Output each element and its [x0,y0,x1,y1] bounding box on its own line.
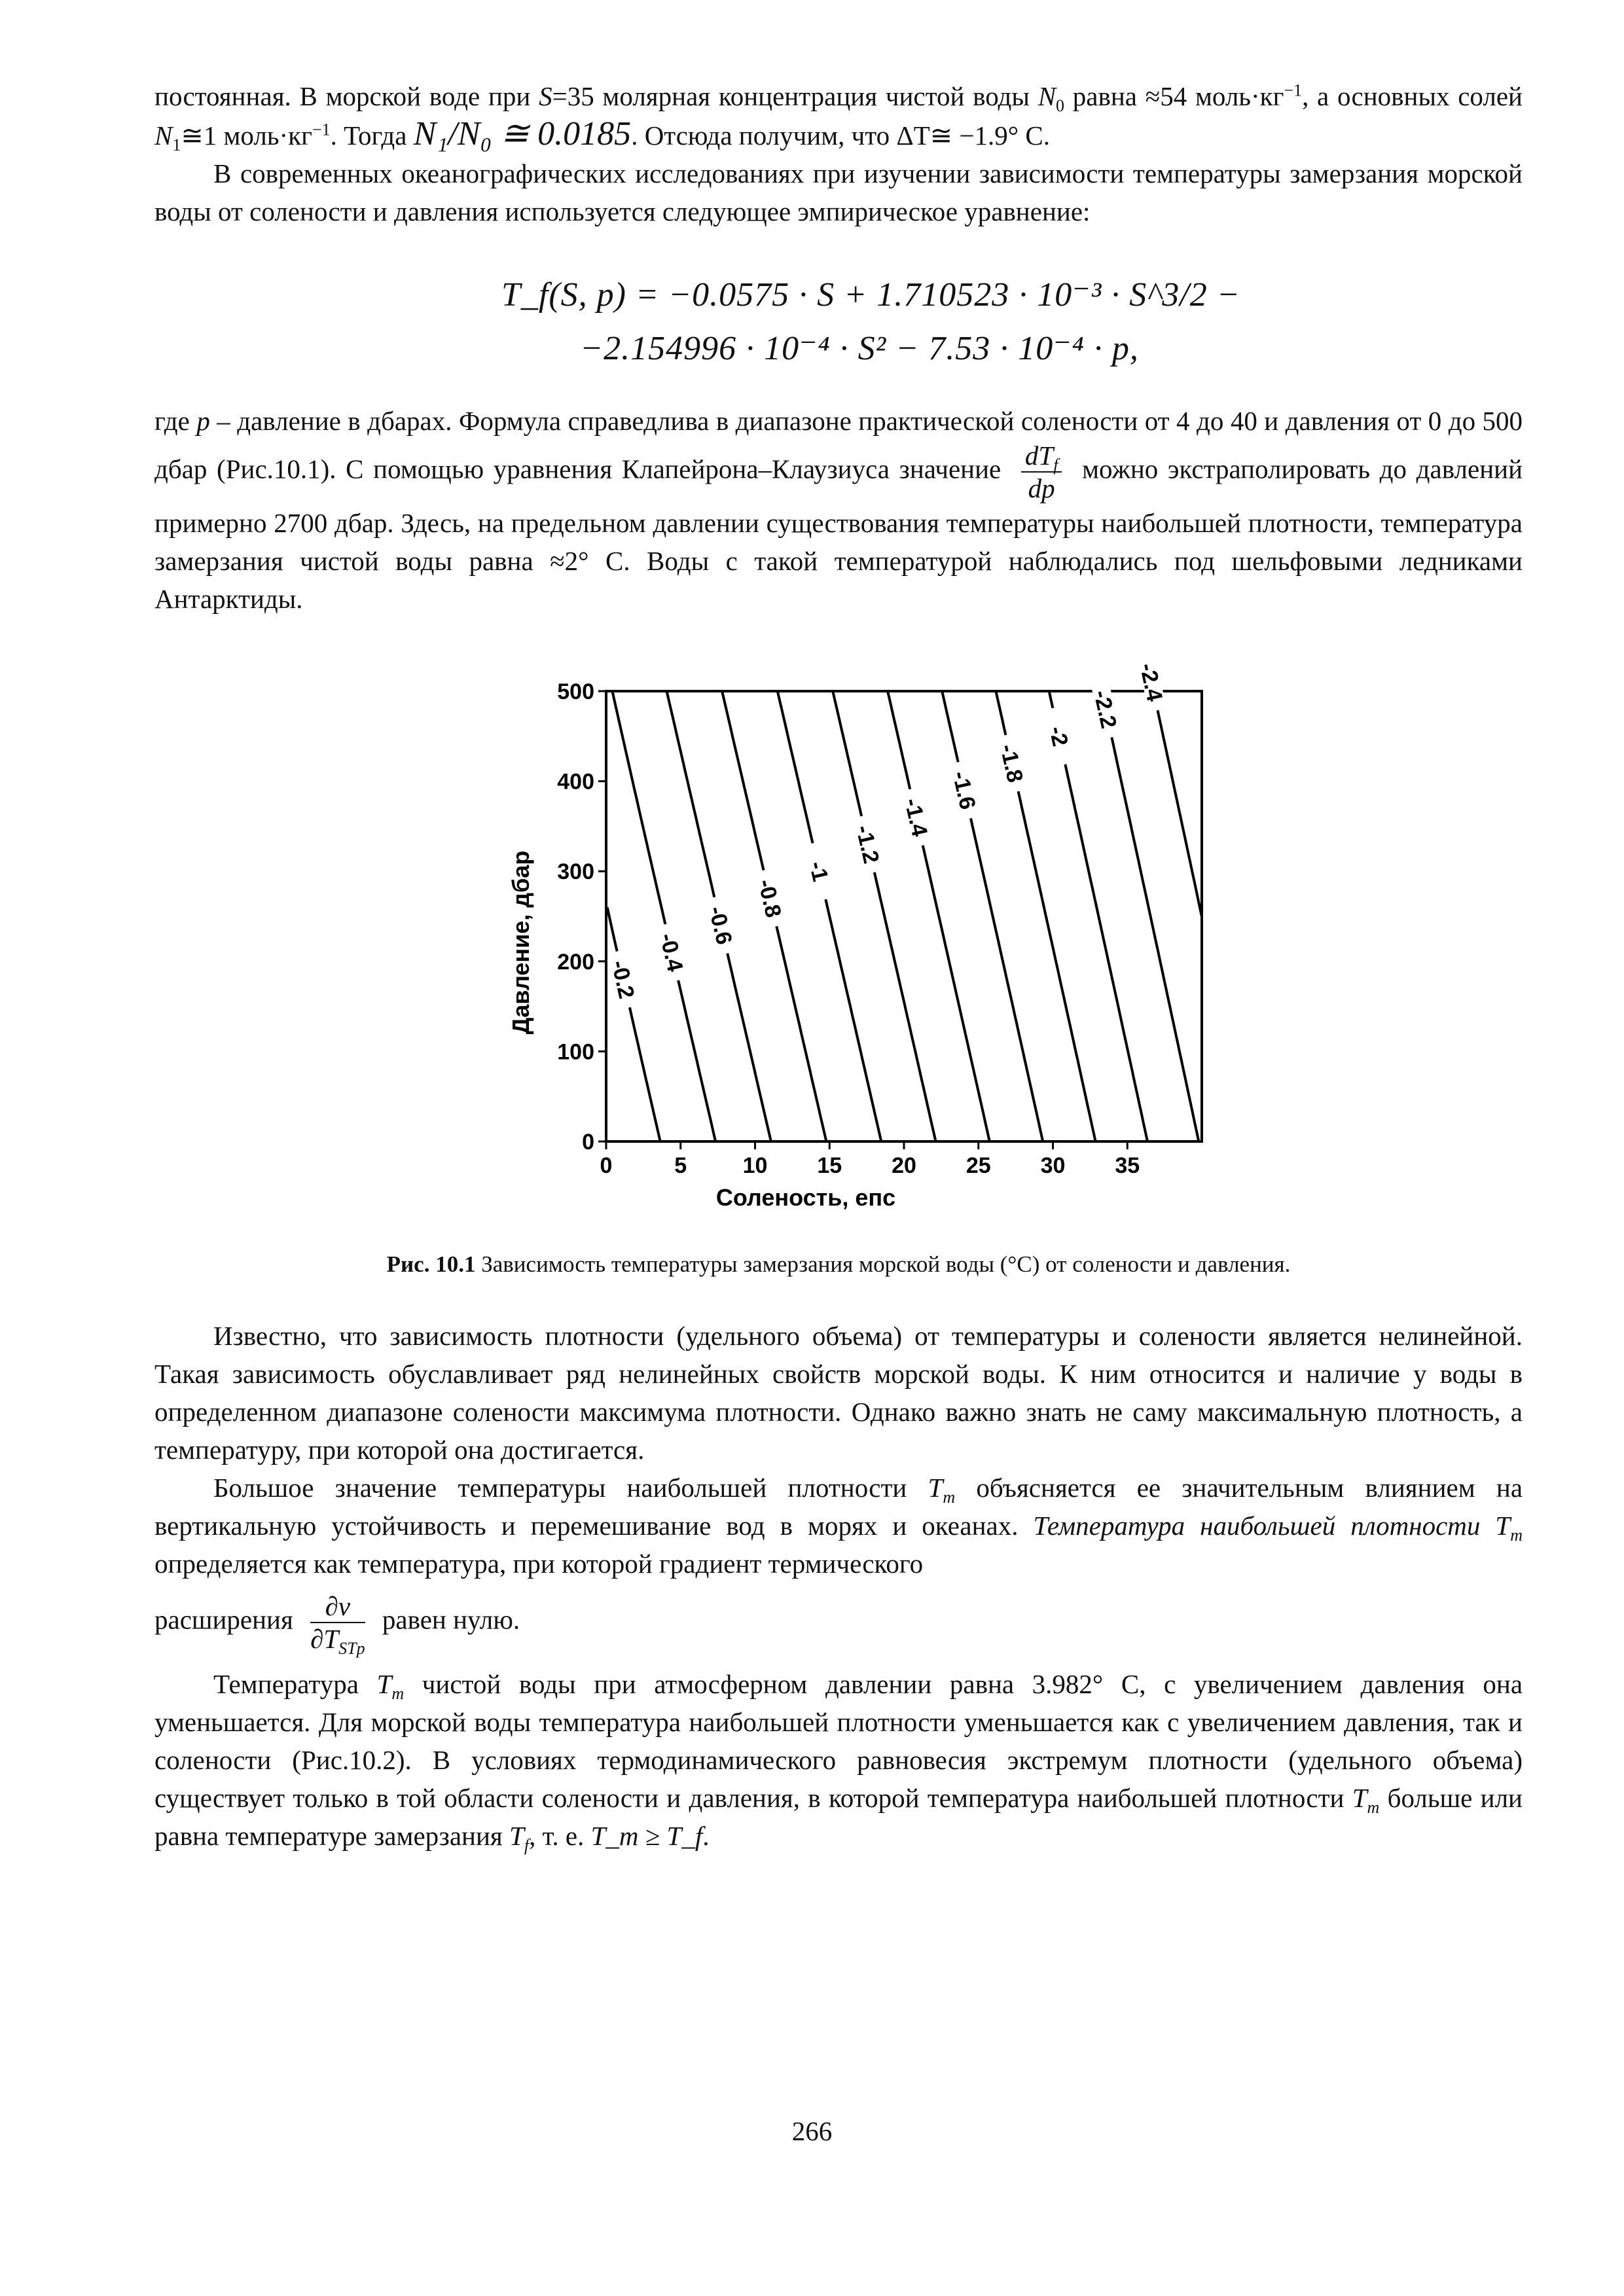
contour-label: -2.2 [1089,688,1121,731]
y-tick-label: 200 [557,949,594,975]
y-tick-label: 100 [557,1039,594,1065]
text: , т. е. [529,1821,585,1851]
x-tick-label: 15 [817,1153,842,1178]
contour-label: -2 [1044,724,1073,749]
text: равен нулю. [382,1604,520,1635]
text: чистой воды при атмосферном давлении равна 3.982° С, с увеличением давления она уменьшается. Для морской воды температура наибольшей плотности уменьшается как с увеличением давления, так и солености (Рис.10.2). В условиях термодинамического равновесия экстремум плотности (удельного объема) существует только в той области солености и давления, в которой температура наибольшей плотности [154,1669,1523,1813]
contour-label: -0.6 [704,904,737,947]
x-tick-label: 35 [1115,1153,1140,1178]
y-axis-title: Давление, дбар [507,850,534,1035]
caption-label: Рис. 10.1 [386,1251,476,1277]
subscript: m [391,1684,405,1704]
frac-sub: f [1053,456,1058,475]
contour-chart [154,644,1523,1233]
term-emphasis: Температура наибольшей плотности [1033,1511,1481,1541]
contour-line [613,691,716,1141]
contour-label: -2.4 [1134,660,1168,704]
text: можно экстраполировать до давлений примерно 2700 дбар. Здесь, на предельном давлении существования температуры наибольшей плотности, температура замерзания чистой воды равна ≈2° С. Воды с такой температурой наблюдались под шельфовыми ледниками Антарктиды. [154,454,1523,614]
paragraph-4: Известно, что зависимость плотности (удельного объема) от температуры и солености является нелинейной. Такая зависимость обуславливает ряд нелинейных свойств морской воды. К ним относится и наличие у воды в определенном диапазоне солености максимума плотности. Однако важно знать не саму максимальную плотность, а температуру, при которой она достигается. [154,1321,1523,1465]
paragraph-2: В современных океанографических исследованиях при изучении зависимости температуры замерзания морской воды от солености и давления используется следующее эмпирическое уравнение: [154,158,1523,226]
contour-line [1102,691,1199,1141]
subscript: m [1367,1798,1380,1818]
caption-text: Зависимость температуры замерзания морской воды (°С) от солености и давления. [481,1251,1291,1277]
text: ≅1 моль·кг [181,120,312,151]
derivative-dtf-dp [1021,440,1062,504]
y-tick-label: 0 [582,1130,594,1155]
contour-line [1153,691,1202,916]
x-tick-label: 5 [674,1153,687,1178]
symbol-n1: N [154,120,173,151]
figure-10-1 [154,644,1523,1233]
frac-den: ∂T [310,1624,339,1654]
superscript: −1 [312,120,331,139]
text: . Отсюда получим, что ΔT≅ −1.9° С. [631,120,1051,151]
contour-line [833,691,935,1141]
x-tick-label: 20 [892,1153,916,1178]
symbol-s: S [539,81,552,111]
partial-derivative-dv-dt [310,1590,365,1659]
text: , а основных солей [1302,81,1523,111]
text: постоянная. В морской воде при [154,81,531,111]
text: =35 молярная концентрация чистой воды [552,81,1030,111]
symbol-t: T [928,1473,943,1503]
paragraph-6 [154,1665,1523,1855]
x-axis-title: Соленость, епс [715,1184,896,1211]
frac-den: dp [1028,473,1055,503]
symbol-t: T [1352,1783,1367,1813]
text: Температура [213,1669,359,1699]
text: . Тогда [330,120,407,151]
x-tick-label: 30 [1040,1153,1066,1178]
contour-label: -1.4 [899,796,933,839]
paragraph-3 [154,402,1523,618]
superscript: −1 [1284,81,1303,100]
ratio-formula: N₁/N₀ ≅ 0.0185 [413,115,632,152]
freezing-formula [154,268,1523,376]
subscript: m [943,1488,956,1507]
text: больше или равна температуре замерзания [154,1783,1523,1851]
symbol-t: T [1495,1511,1511,1541]
text: Большое значение температуры наибольшей плотности [213,1473,907,1503]
paragraph-5 [154,1469,1523,1583]
paragraph-5-cont [154,1590,1523,1659]
text: расширения [154,1604,293,1635]
contour-line [888,691,990,1141]
text: объясняется ее значительным влиянием на вертикальную устойчивость и перемешивание вод в морях и океанах. [154,1473,1523,1541]
text: определяется как температура, при которой градиент термического [154,1549,924,1579]
y-tick-label: 300 [557,859,594,885]
x-tick-label: 0 [600,1153,613,1178]
contour-label: -1.6 [947,768,981,812]
contour-line [607,907,660,1141]
contour-line [942,691,1043,1141]
contour-label: -1.8 [995,742,1028,785]
formula-line-1: T_f(S, p) = −0.0575 · S + 1.710523 · 10⁻³ · S^3/2 − [501,276,1240,314]
text: . [702,1821,710,1851]
frac-num: dT [1024,440,1054,471]
text: – давление в дбарах. Формула справедлива в диапазоне практической солености от 4 до 40 и давления от 0 до 500 дбар (Рис.10.1). С помощью уравнения Клапейрона–Клаузиуса значение [154,406,1523,484]
subscript: m [1510,1526,1523,1545]
contour-label: -1.2 [850,823,884,866]
inequality: T_m ≥ T_f [590,1821,703,1851]
frac-sub: STp [338,1639,365,1659]
contour-label: -0.2 [606,958,640,1001]
contour-label: -1 [804,859,833,884]
x-tick-label: 25 [965,1153,991,1178]
y-tick-label: 400 [557,769,594,795]
contour-label: -0.8 [753,876,786,920]
symbol-p: p [196,406,210,436]
symbol-t: T [509,1821,524,1851]
subscript: 0 [1056,96,1065,116]
paragraph-1 [154,77,1523,154]
subscript: 1 [172,135,181,155]
contour-line [778,691,882,1141]
page-number: 266 [791,2116,833,2146]
symbol-t: T [376,1669,392,1699]
formula-line-2: −2.154996 · 10⁻⁴ · S² − 7.53 · 10⁻⁴ · p, [580,330,1139,367]
symbol-n0: N [1038,81,1056,111]
document-page [154,77,1523,1855]
text: где [154,406,190,436]
figure-caption [154,1251,1523,1278]
subscript: f [524,1836,530,1856]
y-tick-label: 500 [557,679,594,704]
frac-num: ∂v [310,1590,365,1623]
text: равна ≈54 моль·кг [1072,81,1284,111]
x-tick-label: 10 [742,1153,768,1178]
contour-label: -0.4 [655,931,688,975]
